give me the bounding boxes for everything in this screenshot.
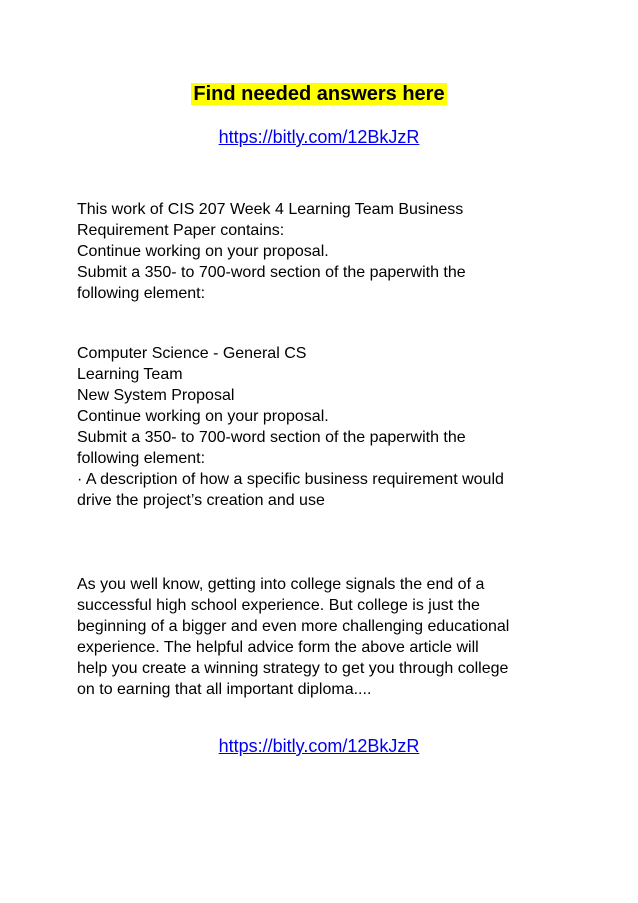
text-line: Continue working on your proposal. bbox=[77, 408, 329, 425]
text-line: on to earning that all important diploma.... bbox=[77, 681, 372, 698]
text-line: Submit a 350- to 700-word section of the paperwith the bbox=[77, 264, 466, 281]
text-line: help you create a winning strategy to get you through college bbox=[77, 660, 509, 677]
text-line: Submit a 350- to 700-word section of the paperwith the bbox=[77, 429, 466, 446]
text-line: · A description of how a specific business requirement would bbox=[77, 471, 504, 488]
text-line: successful high school experience. But college is just the bbox=[77, 597, 480, 614]
text-line: Continue working on your proposal. bbox=[77, 243, 329, 260]
text-line: Computer Science - General CS bbox=[77, 345, 307, 362]
text-line: drive the project’s creation and use bbox=[77, 492, 325, 509]
text-line: New System Proposal bbox=[77, 387, 235, 404]
text-line: following element: bbox=[77, 285, 206, 302]
highlighted-title: Find needed answers here bbox=[193, 83, 445, 105]
text-line: Requirement Paper contains: bbox=[77, 222, 285, 239]
paragraph-intro bbox=[77, 199, 577, 304]
text-line: This work of CIS 207 Week 4 Learning Team Business bbox=[77, 201, 464, 218]
paragraph-details bbox=[77, 343, 577, 511]
text-line: As you well know, getting into college signals the end of a bbox=[77, 576, 485, 593]
text-line: Learning Team bbox=[77, 366, 183, 383]
text-line: beginning of a bigger and even more challenging educational bbox=[77, 618, 510, 635]
top-link[interactable]: https://bitly.com/12BkJzR bbox=[218, 127, 420, 147]
paragraph-advice bbox=[77, 574, 577, 700]
bottom-link[interactable]: https://bitly.com/12BkJzR bbox=[218, 736, 420, 756]
page-title bbox=[0, 80, 638, 108]
text-line: experience. The helpful advice form the above article will bbox=[77, 639, 479, 656]
text-line: following element: bbox=[77, 450, 206, 467]
